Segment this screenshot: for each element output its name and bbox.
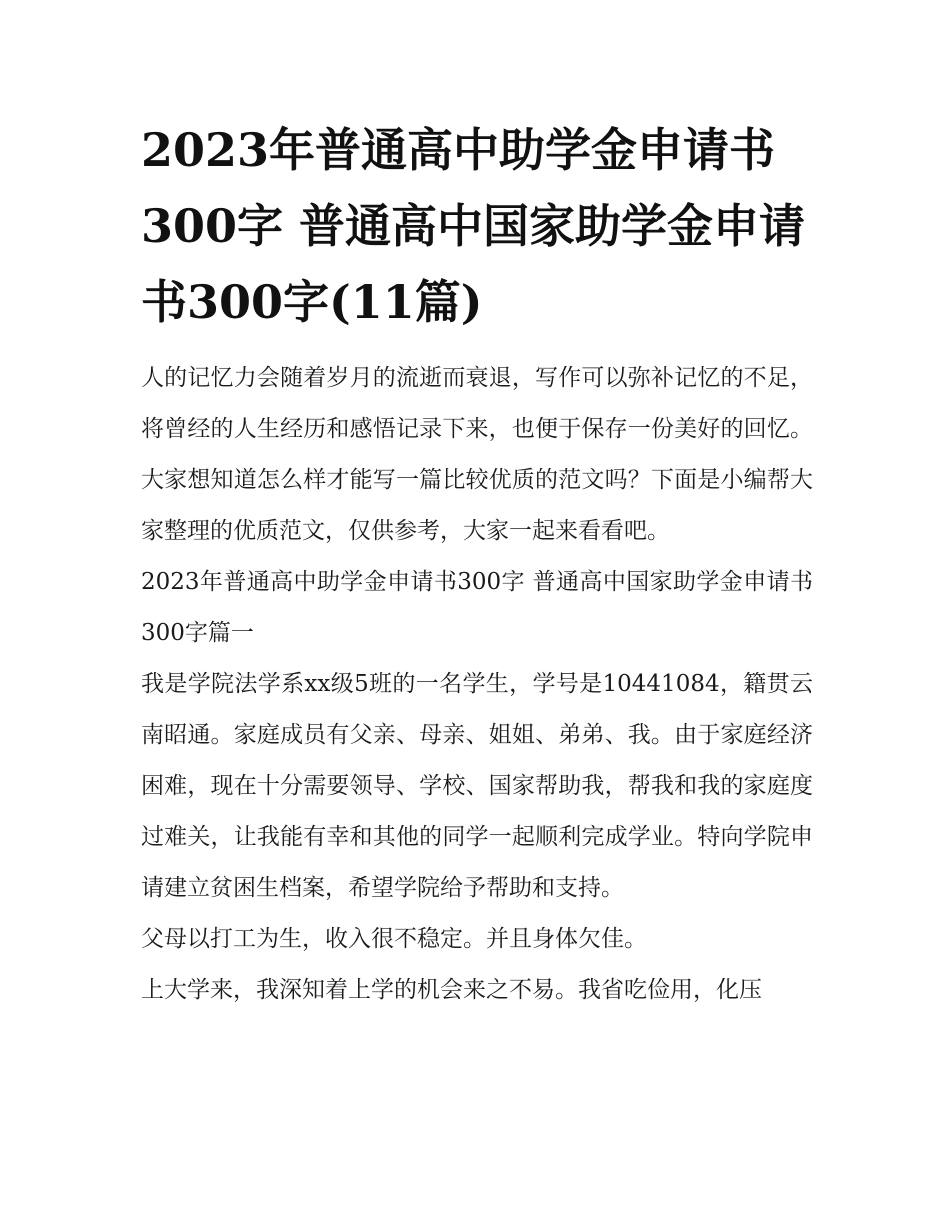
body-paragraph: 父母以打工为生，收入很不稳定。并且身体欠佳。: [141, 926, 647, 952]
section-heading: 2023年普通高中助学金申请书300字 普通高中国家助学金申请书300字篇一: [141, 569, 813, 646]
body-paragraph: 上大学来，我深知着上学的机会来之不易。我省吃俭用，化压: [141, 977, 762, 1003]
document-title: 2023年普通高中助学金申请书300字 普通高中国家助学金申请书300字(11篇): [141, 123, 806, 329]
intro-paragraph: 人的记忆力会随着岁月的流逝而衰退，写作可以弥补记忆的不足，将曾经的人生经历和感悟记录下来，也便于保存一份美好的回忆。大家想知道怎么样才能写一篇比较优质的范文吗？下面是小编帮大家整理的优质范文，仅供参考，大家一起来看看吧。: [141, 365, 813, 544]
document-body: [141, 112, 813, 1016]
body-paragraph: 我是学院法学系xx级5班的一名学生，学号是10441084，籍贯云南昭通。家庭成员有父亲、母亲、姐姐、弟弟、我。由于家庭经济困难，现在十分需要领导、学校、国家帮助我，帮我和我的家庭度过难关，让我能有幸和其他的同学一起顺利完成学业。特向学院申请建立贫困生档案，希望学院给予帮助和支持。: [141, 671, 813, 901]
